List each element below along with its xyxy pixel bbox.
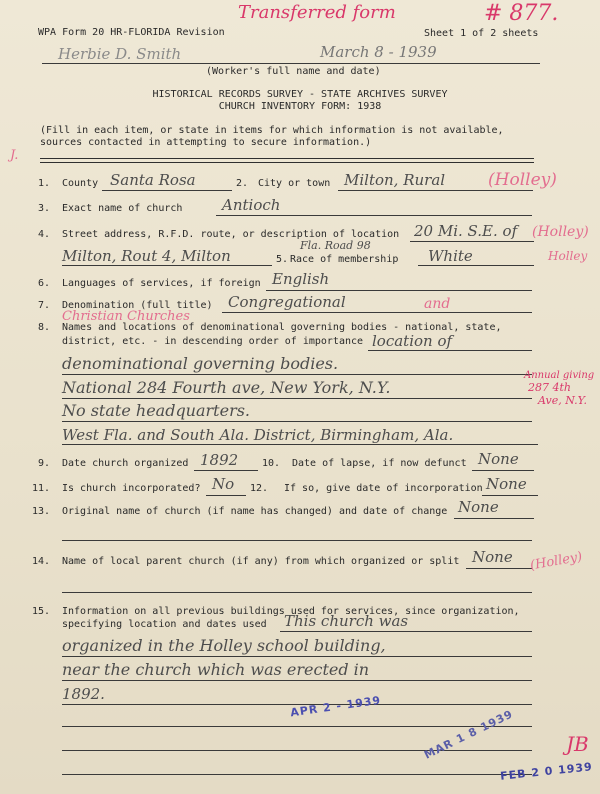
worker-line	[42, 63, 540, 64]
field-3-line	[216, 215, 532, 216]
holley-note-4: (Holley)	[529, 549, 584, 574]
field-4-label: Street address, R.F.D. route, or description of location	[62, 229, 400, 240]
field-1-value: Santa Rosa	[110, 171, 196, 189]
field-2-line	[338, 190, 533, 191]
field-13-label: Original name of church (if name has changed) and date of change	[62, 506, 448, 517]
field-14-label: Name of local parent church (if any) from which organized or split	[62, 556, 460, 567]
field-8-line-1	[368, 350, 532, 351]
field-8-value-5: West Fla. and South Ala. District, Birmingham, Ala.	[62, 426, 454, 444]
field-9-line	[194, 470, 258, 471]
form-title: HISTORICAL RECORDS SURVEY - STATE ARCHIVES SURVEY	[152, 89, 448, 100]
field-3-label: Exact name of church	[62, 203, 183, 214]
red-note-3: Ave, N.Y.	[538, 394, 587, 407]
field-4-line-2	[62, 265, 272, 266]
field-5-value: White	[428, 247, 473, 265]
field-9-label: Date church organized	[62, 458, 189, 469]
field-11-value: No	[212, 475, 235, 493]
field-4-line-1	[410, 241, 534, 242]
field-15-value-3: near the church which was erected in	[62, 660, 370, 679]
field-15-line-7	[62, 774, 532, 775]
field-7-label: Denomination (full title)	[62, 300, 213, 311]
field-5-label: Race of membership	[290, 254, 399, 265]
field-8-line-5	[62, 444, 538, 445]
form-id: WPA Form 20 HR-FLORIDA Revision	[38, 27, 225, 38]
worker-name: Herbie D. Smith	[58, 45, 182, 63]
field-15-label-2: specifying location and dates used	[62, 619, 267, 630]
sheet-indicator: Sheet 1 of 2 sheets	[424, 28, 539, 39]
field-4-road: Fla. Road 98	[300, 239, 371, 252]
field-10-line	[472, 470, 534, 471]
field-2-number: 2.	[236, 178, 249, 189]
field-15-value-4: 1892.	[62, 685, 105, 703]
instructions-line-1: (Fill in each item, or state in items for which information is not available,	[40, 125, 504, 136]
field-2-value: Milton, Rural	[344, 171, 446, 189]
red-note-1: Annual giving	[524, 370, 595, 381]
field-15-value-1: This church was	[284, 612, 409, 630]
field-8-line-2	[62, 374, 532, 375]
field-8-number: 8.	[38, 322, 51, 333]
holley-note-1: (Holley)	[488, 170, 557, 190]
field-3-value: Antioch	[222, 196, 281, 214]
field-10-number: 10.	[262, 458, 281, 469]
form-number: # 877.	[484, 1, 559, 26]
field-14-value: None	[472, 548, 513, 566]
worker-caption: (Worker's full name and date)	[206, 66, 381, 77]
field-8-value-4: No state headquarters.	[62, 401, 251, 420]
field-4-number: 4.	[38, 229, 51, 240]
field-2-label: City or town	[258, 178, 331, 189]
field-7-red-and: and	[424, 296, 451, 312]
field-6-line	[266, 290, 532, 291]
field-12-number: 12.	[250, 483, 269, 494]
field-15-line-5	[62, 726, 532, 727]
field-15-line-6	[62, 750, 532, 751]
field-6-value: English	[272, 270, 330, 288]
field-13-value: None	[458, 498, 499, 516]
field-14-line-1	[466, 568, 532, 569]
field-11-line	[206, 495, 246, 496]
field-8-line-3	[62, 398, 532, 399]
field-15-number: 15.	[32, 606, 51, 617]
field-15-value-2: organized in the Holley school building,	[62, 636, 386, 655]
field-1-label: County	[62, 178, 99, 189]
header-rule	[40, 158, 534, 163]
received-stamp-mar: MAR 1 8 1939	[422, 707, 516, 762]
field-8-line-4	[62, 421, 532, 422]
field-13-line-1	[454, 518, 534, 519]
received-stamp-apr: APR 2 - 1939	[289, 693, 382, 720]
field-7-line	[222, 312, 532, 313]
margin-mark: J.	[10, 148, 19, 163]
field-8-value-3: National 284 Fourth ave, New York, N.Y.	[62, 378, 391, 397]
field-14-number: 14.	[32, 556, 51, 567]
red-note-2: 287 4th	[528, 381, 571, 394]
field-11-number: 11.	[32, 483, 51, 494]
field-8-label-2: district, etc. - in descending order of importance	[62, 336, 364, 347]
field-5-line	[418, 265, 534, 266]
transferred-note: Transferred form	[238, 2, 396, 23]
field-7-number: 7.	[38, 300, 51, 311]
field-12-line	[482, 495, 538, 496]
field-15-line-2	[62, 656, 532, 657]
instructions-line-2: sources contacted in attempting to secure information.)	[40, 137, 372, 148]
form-subtitle: CHURCH INVENTORY FORM: 1938	[218, 101, 382, 112]
field-9-number: 9.	[38, 458, 51, 469]
holley-note-3: Holley	[548, 249, 588, 263]
field-14-line-2	[62, 592, 532, 593]
field-8-value-1: location of	[372, 332, 453, 350]
field-6-number: 6.	[38, 278, 51, 289]
field-9-value: 1892	[200, 451, 239, 469]
field-5-number: 5.	[276, 254, 289, 265]
field-4-value-1: 20 Mi. S.E. of	[414, 222, 518, 240]
field-4-value-2: Milton, Rout 4, Milton	[62, 247, 231, 265]
field-6-label: Languages of services, if foreign	[62, 278, 261, 289]
field-13-number: 13.	[32, 506, 51, 517]
field-12-label: If so, give date of incorporation	[284, 483, 483, 494]
field-10-value: None	[478, 450, 519, 468]
field-3-number: 3.	[38, 203, 51, 214]
red-initials: JB	[566, 732, 589, 756]
field-1-line	[102, 190, 232, 191]
field-13-line-2	[62, 540, 532, 541]
field-12-value: None	[486, 475, 527, 493]
field-8-label-1: Names and locations of denominational governing bodies - national, state,	[62, 322, 502, 333]
received-stamp-feb: FEB 2 0 1939	[499, 760, 594, 783]
field-15-label-1: Information on all previous buildings used for services, since organization,	[62, 606, 520, 617]
field-11-label: Is church incorporated?	[62, 483, 201, 494]
holley-note-2: (Holley)	[532, 224, 589, 240]
field-15-line-1	[280, 631, 532, 632]
field-15-line-3	[62, 680, 532, 681]
field-7-value: Congregational	[228, 293, 346, 311]
field-10-label: Date of lapse, if now defunct	[292, 458, 467, 469]
field-1-number: 1.	[38, 178, 51, 189]
field-7-red-christian: Christian Churches	[62, 309, 190, 324]
field-8-value-2: denominational governing bodies.	[62, 354, 339, 373]
worker-date: March 8 - 1939	[320, 43, 437, 61]
